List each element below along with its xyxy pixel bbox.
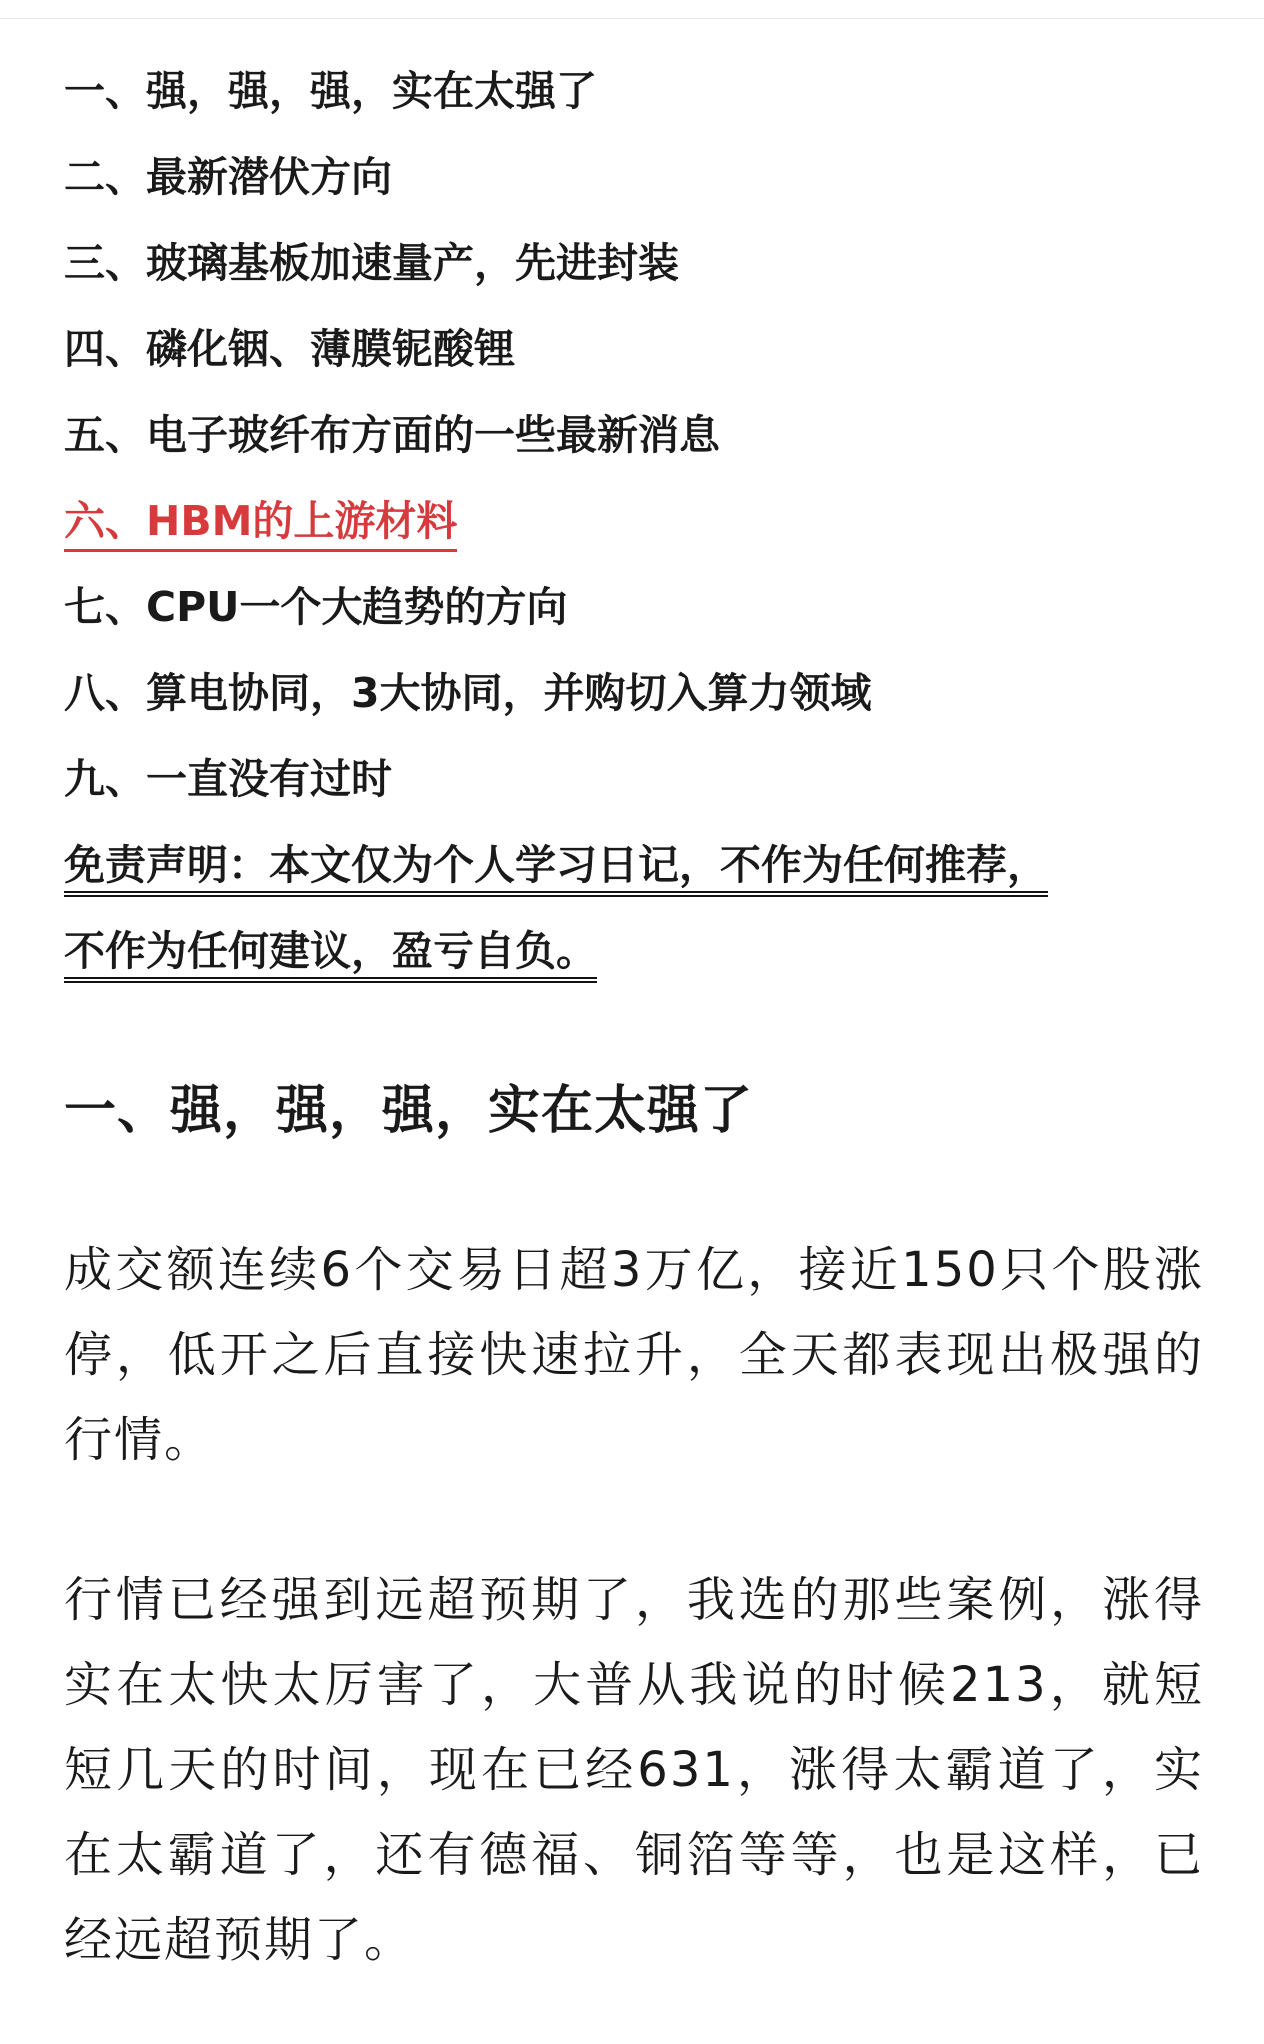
toc-item-4[interactable] [64,306,1204,392]
disclaimer-text-2: 不作为任何建议，盈亏自负。 [64,927,597,983]
toc-item-label[interactable]: 六、HBM的上游材料 [64,497,457,552]
disclaimer-text-1: 免责声明：本文仅为个人学习日记，不作为任何推荐， [64,841,1048,897]
toc-item-2[interactable] [64,134,1204,220]
toc-item-label[interactable]: 一、强，强，强，实在太强了 [64,67,597,115]
toc-item-3[interactable] [64,220,1204,306]
toc-item-label[interactable]: 八、算电协同，3大协同，并购切入算力领域 [64,669,872,717]
disclaimer-line-1 [64,822,1204,908]
toc-item-label[interactable]: 五、电子玻纤布方面的一些最新消息 [64,411,720,459]
disclaimer [64,822,1204,994]
paragraph-2: 行情已经强到远超预期了，我选的那些案例，涨得实在太快太厉害了，大普从我说的时候213，就短短几天的时间，现在已经631，涨得太霸道了，实在太霸道了，还有德福、铜箔等等，也是这样，已经远超预期了。 [64,1572,1204,1968]
toc-item-8[interactable] [64,650,1204,736]
table-of-contents [64,48,1204,822]
toc-item-label[interactable]: 二、最新潜伏方向 [64,153,392,201]
toc-item-label[interactable]: 九、一直没有过时 [64,755,392,803]
toc-item-5[interactable] [64,392,1204,478]
paragraph-1: 成交额连续6个交易日超3万亿，接近150只个股涨停，低开之后直接快速拉升，全天都表现出极强的行情。 [64,1242,1204,1468]
top-divider [0,0,1264,19]
toc-item-label[interactable]: 四、磷化铟、薄膜铌酸锂 [64,325,515,373]
toc-item-6-active[interactable] [64,478,1204,564]
article-body [64,48,1204,1983]
toc-item-label[interactable]: 三、玻璃基板加速量产，先进封装 [64,239,679,287]
toc-item-9[interactable] [64,736,1204,822]
toc-item-label[interactable]: 七、CPU一个大趋势的方向 [64,583,568,631]
toc-item-1[interactable] [64,48,1204,134]
section-heading: 一、强，强，强，实在太强了 [64,1081,754,1141]
toc-item-7[interactable] [64,564,1204,650]
disclaimer-line-2 [64,908,1204,994]
